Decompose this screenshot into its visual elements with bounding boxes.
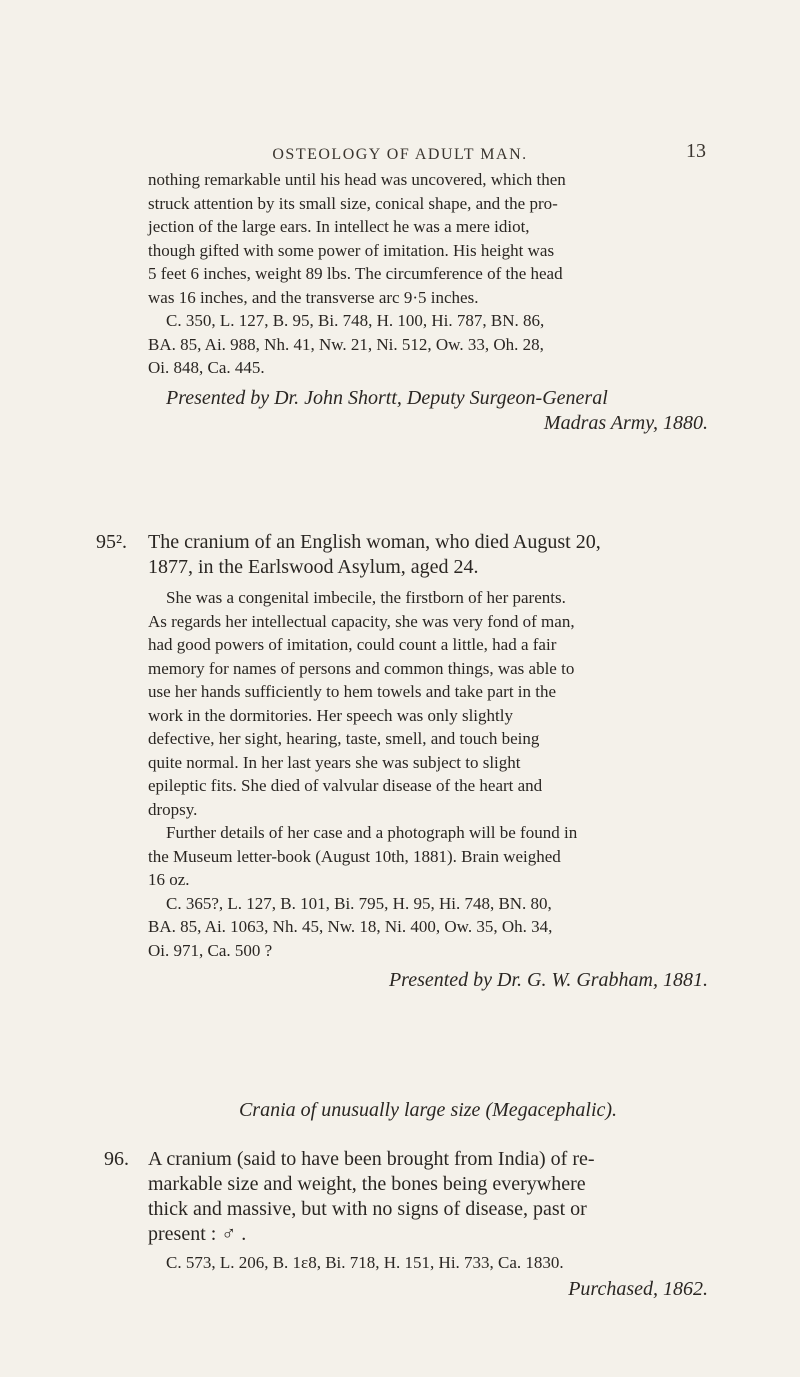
text-line: As regards her intellectual capacity, she was very fond of man, xyxy=(148,611,575,631)
text-line: work in the dormitories. Her speech was only slightly xyxy=(148,705,513,725)
entry-96-measurements xyxy=(148,1251,708,1275)
text-line: C. 365?, L. 127, B. 101, Bi. 795, H. 95, Hi. 748, BN. 80, xyxy=(166,893,552,913)
text-line: present : ♂ . xyxy=(148,1223,247,1245)
entry-94-measurements xyxy=(148,309,708,380)
entry-94-continuation xyxy=(148,168,708,436)
text-line: Oi. 848, Ca. 445. xyxy=(148,358,265,377)
entry-95 xyxy=(96,530,708,993)
text-line: dropsy. xyxy=(148,799,198,819)
text-line: 1877, in the Earlswood Asylum, aged 24. xyxy=(148,556,479,578)
text-line: epileptic fits. She died of valvular disease of the heart and xyxy=(148,776,543,795)
text-line: use her hands sufficiently to hem towels and take part in the xyxy=(148,682,557,701)
text-line: nothing remarkable until his head was uncovered, which then xyxy=(148,170,566,189)
entry-95-presented: Presented by Dr. G. W. Grabham, 1881. xyxy=(388,969,708,991)
text-line: markable size and weight, the bones being everywhere xyxy=(148,1173,586,1195)
text-line: She was a congenital imbecile, the firstborn of her parents. xyxy=(166,588,566,607)
text-line: C. 350, L. 127, B. 95, Bi. 748, H. 100, Hi. 787, BN. 86, xyxy=(166,311,545,330)
text-line: memory for names of persons and common things, was able to xyxy=(148,658,575,678)
text-line: quite normal. In her last years she was subject to slight xyxy=(148,752,521,772)
running-head: OSTEOLOGY OF ADULT MAN. xyxy=(272,146,528,163)
entry-96 xyxy=(104,1147,708,1302)
entry-96-title xyxy=(148,1147,708,1247)
entry-number: 96. xyxy=(104,1148,129,1170)
entry-96-purchased: Purchased, 1862. xyxy=(568,1277,708,1300)
entry-number: 95². xyxy=(96,531,127,553)
text-line: A cranium (said to have been brought from India) of re- xyxy=(148,1148,595,1170)
text-line: defective, her sight, hearing, taste, smell, and touch being xyxy=(148,729,540,748)
section-heading: Crania of unusually large size (Megacephalic). xyxy=(238,1099,618,1121)
entry-95-text xyxy=(148,586,708,821)
text-line: Further details of her case and a photograph will be found in xyxy=(166,823,578,842)
entry-94-presented xyxy=(148,386,708,436)
text-line: jection of the large ears. In intellect he was a mere idiot, xyxy=(148,217,530,236)
text-line: Presented by Dr. John Shortt, Deputy Surgeon-General xyxy=(166,386,608,409)
entry-95-title xyxy=(148,530,708,580)
text-line: struck attention by its small size, conical shape, and the pro- xyxy=(148,193,558,213)
text-line: was 16 inches, and the transverse arc 9·5 inches. xyxy=(148,287,479,307)
text-line: 5 feet 6 inches, weight 89 lbs. The circumference of the head xyxy=(148,264,563,283)
text-line: BA. 85, Ai. 1063, Nh. 45, Nw. 18, Ni. 400, Ow. 35, Oh. 34, xyxy=(148,917,553,936)
entry-94-text xyxy=(148,168,708,309)
text-line: had good powers of imitation, could count a little, had a fair xyxy=(148,635,557,654)
text-line: BA. 85, Ai. 988, Nh. 41, Nw. 21, Ni. 512, Ow. 33, Oh. 28, xyxy=(148,334,544,354)
text-line: Madras Army, 1880. xyxy=(543,411,708,434)
text-line: The cranium of an English woman, who died August 20, xyxy=(148,531,601,553)
text-line: though gifted with some power of imitation. His height was xyxy=(148,240,555,260)
page-number: 13 xyxy=(686,140,706,162)
text-line: the Museum letter-book (August 10th, 1881). Brain weighed xyxy=(148,846,561,866)
text-line: thick and massive, but with no signs of disease, past or xyxy=(148,1198,587,1220)
text-line: 16 oz. xyxy=(148,870,190,889)
text-line: C. 573, L. 206, B. 1ɛ8, Bi. 718, H. 151, Hi. 733, Ca. 1830. xyxy=(166,1253,564,1272)
entry-95-measurements xyxy=(148,892,708,963)
text-line: Oi. 971, Ca. 500 ? xyxy=(148,940,273,960)
entry-95-further xyxy=(148,821,708,892)
